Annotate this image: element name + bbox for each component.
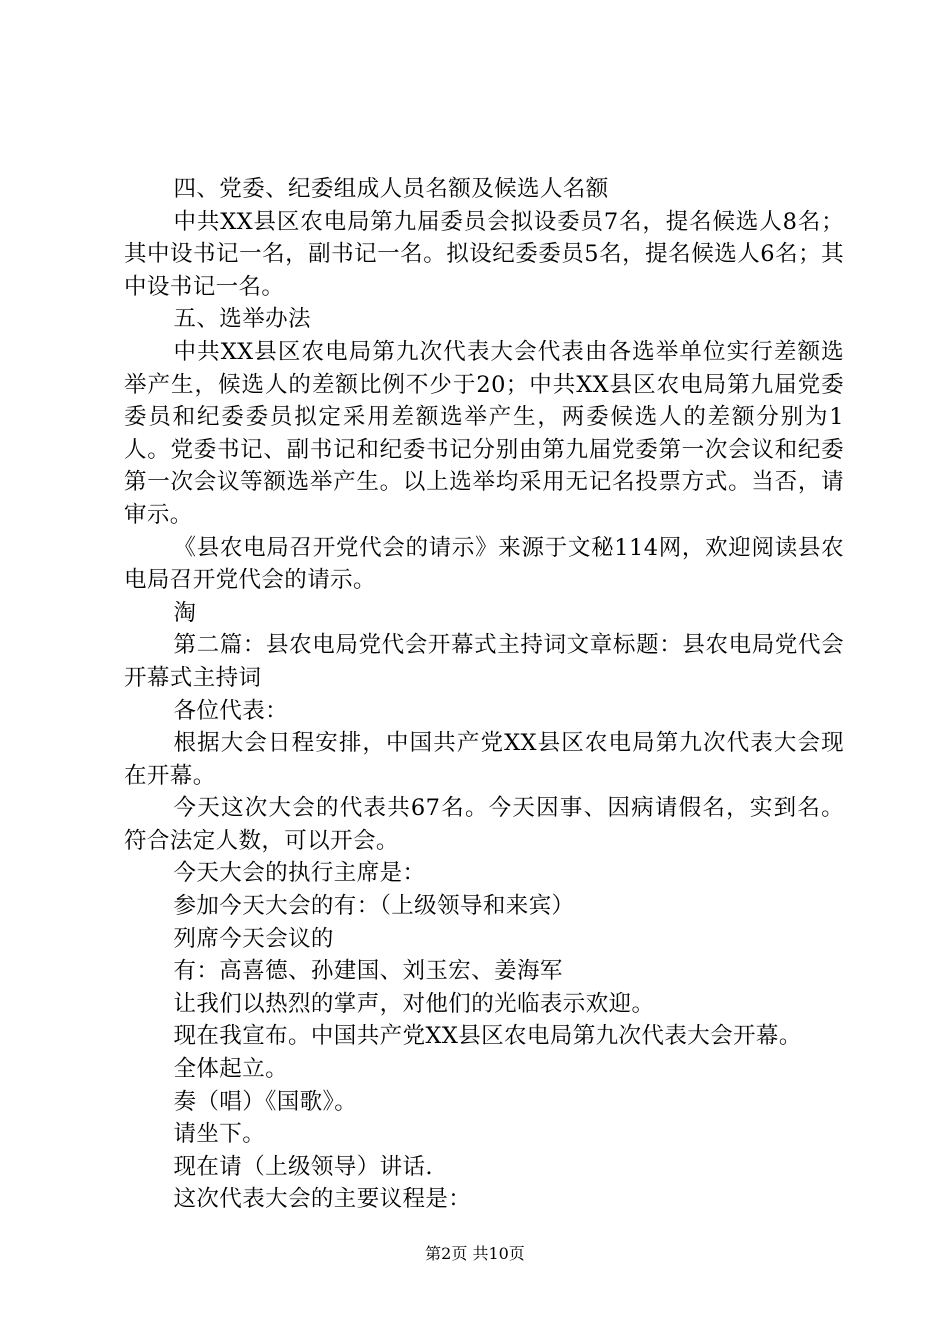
page-number-footer: 第2页 共10页: [425, 1244, 525, 1263]
paragraph-welcome: 让我们以热烈的掌声，对他们的光临表示欢迎。: [173, 990, 655, 1017]
paragraph-stand: 全体起立。: [173, 1056, 289, 1083]
paragraph-anthem: 奏（唱）《国歌》。: [173, 1088, 358, 1115]
paragraph-section-four-heading: 四、党委、纪委组成人员名额及候选人名额: [173, 176, 609, 202]
paragraph-guests: 参加今天大会的有：（上级领导和来宾）: [173, 893, 575, 920]
paragraph-observer-names: 有：高喜德、孙建国、刘玉宏、姜海军: [173, 958, 563, 985]
paragraph-stray-char: 淘: [173, 599, 197, 626]
paragraph-source-note: 《县农电局召开党代会的请示》来源于文秘114网，欢迎阅读县农电局召开党代会的请示。: [124, 534, 844, 594]
paragraph-sit: 请坐下。: [173, 1121, 266, 1148]
paragraph-election-method: 中共XX县区农电局第九次代表大会代表由各选举单位实行差额选举产生，候选人的差额比例不少于20；中共XX县区农电局第九届党委委员和纪委委员拟定采用差额选举产生，两委候选人的差额分别为1人。党委书记、副书记和纪委书记分别由第九届党委第一次会议和纪委第一次会议等额选举产生。以上选举均采用无记名投票方式。当否，请审示。: [124, 338, 844, 528]
paragraph-greeting: 各位代表：: [173, 697, 289, 724]
paragraph-speech: 现在请（上级领导）讲话.: [173, 1153, 433, 1180]
paragraph-opening: 根据大会日程安排，中国共产党XX县区农电局第九次代表大会现在开幕。: [124, 730, 844, 789]
paragraph-attendance: 今天这次大会的代表共67名。今天因事、因病请假名，实到名。符合法定人数，可以开会。: [124, 795, 844, 854]
paragraph-chair: 今天大会的执行主席是：: [173, 860, 426, 887]
paragraph-observers: 列席今天会议的: [173, 925, 334, 952]
paragraph-committee-quota: 中共XX县区农电局第九届委员会拟设委员7名，提名候选人8名；其中设书记一名，副书记一名。拟设纪委委员5名，提名候选人6名；其中设书记一名。: [124, 208, 844, 300]
paragraph-declaration: 现在我宣布。中国共产党XX县区农电局第九次代表大会开幕。: [173, 1023, 802, 1050]
paragraph-agenda: 这次代表大会的主要议程是：: [173, 1186, 472, 1213]
document-body: [124, 173, 844, 1216]
paragraph-section-five-heading: 五、选举办法: [173, 306, 311, 333]
paragraph-part-two-title: 第二篇：县农电局党代会开幕式主持词文章标题：县农电局党代会开幕式主持词: [124, 632, 844, 691]
